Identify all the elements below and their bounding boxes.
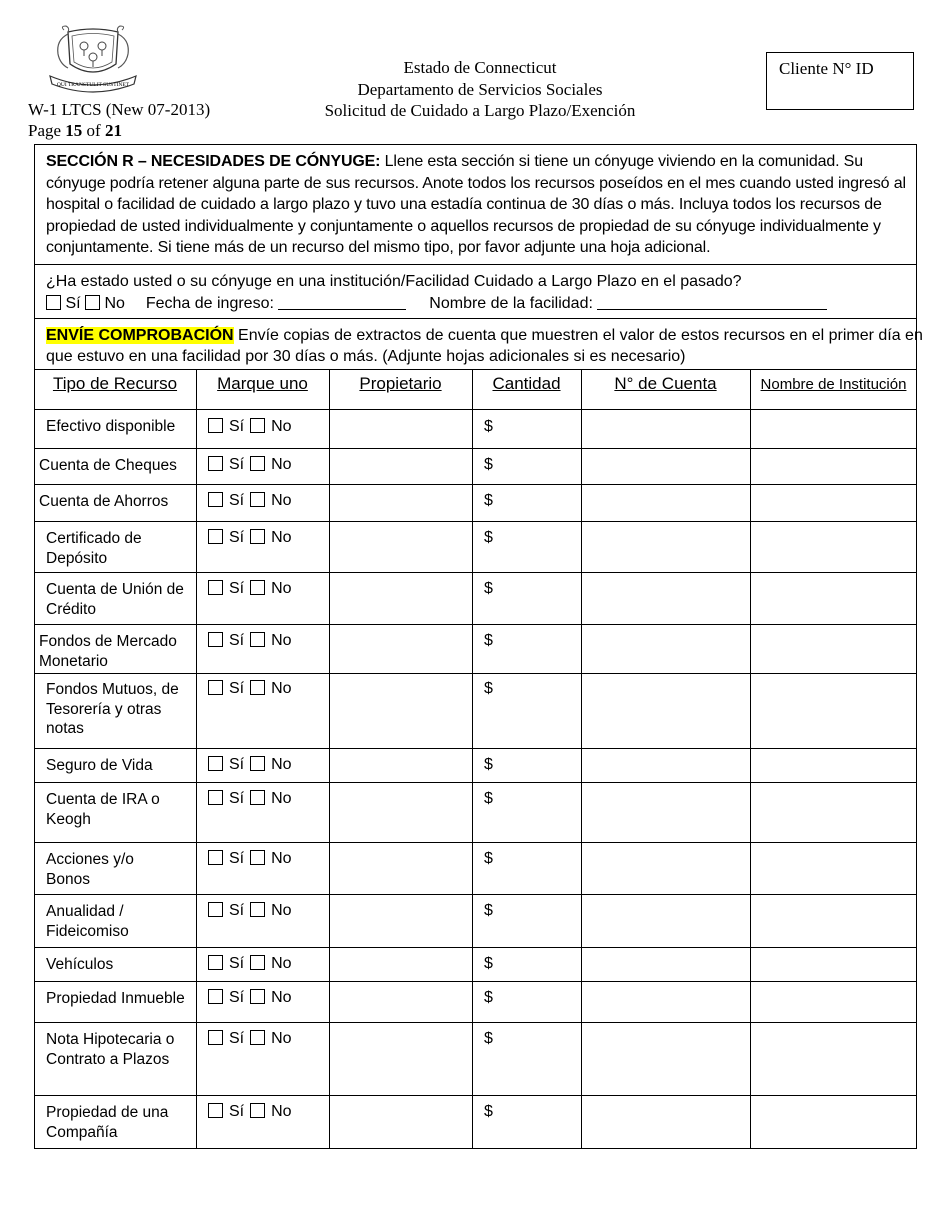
institution-question: ¿Ha estado usted o su cónyuge en una institución/Facilidad Cuidado a Largo Plazo en el pasado? [46, 273, 742, 290]
divider [34, 264, 917, 265]
no-checkbox[interactable] [250, 492, 265, 507]
form-title: Solicitud de Cuidado a Largo Plazo/Exención [324, 101, 636, 120]
column-header-amount: Cantidad [492, 374, 561, 393]
resource-type-label: Cuenta de IRA o Keogh [46, 791, 160, 828]
form-code: W-1 LTCS (New 07-2013) [28, 100, 211, 119]
section-r-heading: SECCIÓN R – NECESIDADES DE CÓNYUGE: [46, 153, 381, 170]
resource-type-label: Fondos Mutuos, de Tesorería y otras notas [46, 681, 179, 737]
yes-checkbox[interactable] [208, 1103, 223, 1118]
divider [34, 318, 917, 319]
no-checkbox[interactable] [250, 418, 265, 433]
divider [34, 1022, 917, 1023]
yes-checkbox[interactable] [208, 756, 223, 771]
institution-answer-row: Sí No Fecha de ingreso: Nombre de la facilidad: [46, 293, 827, 315]
yes-checkbox[interactable] [208, 492, 223, 507]
yes-no-choice: Sí No [208, 902, 292, 920]
svg-text:QUI TRANSTULIT SUSTINET: QUI TRANSTULIT SUSTINET [56, 82, 130, 88]
yes-no-choice: Sí No [208, 790, 292, 808]
yes-checkbox[interactable] [208, 632, 223, 647]
no-checkbox[interactable] [250, 680, 265, 695]
yes-checkbox[interactable] [208, 902, 223, 917]
no-checkbox[interactable] [250, 902, 265, 917]
no-checkbox[interactable] [250, 632, 265, 647]
amount-dollar-sign: $ [484, 632, 493, 649]
institution-no-checkbox[interactable] [85, 295, 100, 310]
yes-no-choice: Sí No [208, 989, 292, 1007]
no-checkbox[interactable] [250, 955, 265, 970]
yes-no-choice: Sí No [208, 632, 292, 650]
client-id-label: Cliente N° ID [779, 59, 874, 78]
yes-no-choice: Sí No [208, 456, 292, 474]
resource-type-label: Propiedad Inmueble [46, 990, 185, 1007]
resource-type-label: Propiedad de una Compañía [46, 1104, 169, 1141]
divider [34, 748, 917, 749]
column-divider [750, 369, 751, 1149]
amount-dollar-sign: $ [484, 418, 493, 435]
yes-checkbox[interactable] [208, 680, 223, 695]
column-divider [196, 369, 197, 1149]
amount-dollar-sign: $ [484, 1030, 493, 1047]
resource-type-label: Fondos de Mercado Monetario [39, 633, 177, 670]
no-checkbox[interactable] [250, 850, 265, 865]
divider [34, 842, 917, 843]
amount-dollar-sign: $ [484, 989, 493, 1006]
connecticut-seal-logo [44, 24, 142, 94]
yes-checkbox[interactable] [208, 989, 223, 1004]
page-number: Page 15 of 21 [28, 121, 122, 140]
resource-type-label: Cuenta de Unión de Crédito [46, 581, 184, 618]
form-header [300, 57, 660, 122]
divider [34, 572, 917, 573]
no-checkbox[interactable] [250, 790, 265, 805]
resource-type-label: Cuenta de Ahorros [39, 493, 169, 510]
column-divider [581, 369, 582, 1149]
no-checkbox[interactable] [250, 1030, 265, 1045]
amount-dollar-sign: $ [484, 850, 493, 867]
no-checkbox[interactable] [250, 456, 265, 471]
resource-type-label: Certificado de Depósito [46, 530, 142, 567]
facility-name-input[interactable] [597, 309, 827, 310]
yes-no-choice: Sí No [208, 680, 292, 698]
admission-date-label: Fecha de ingreso: [145, 295, 274, 312]
proof-line-2: que estuvo en una facilidad por 30 días o más. (Adjunte hojas adicionales si es necesario) [46, 348, 686, 365]
amount-dollar-sign: $ [484, 790, 493, 807]
resource-type-label: Cuenta de Cheques [39, 457, 177, 474]
amount-dollar-sign: $ [484, 680, 493, 697]
amount-dollar-sign: $ [484, 492, 493, 509]
amount-dollar-sign: $ [484, 902, 493, 919]
divider [34, 484, 917, 485]
divider [34, 409, 917, 410]
resource-type-label: Efectivo disponible [46, 418, 176, 435]
column-header-institution: Nombre de Institución [760, 376, 907, 393]
no-checkbox[interactable] [250, 529, 265, 544]
divider [34, 1095, 917, 1096]
amount-dollar-sign: $ [484, 1103, 493, 1120]
yes-checkbox[interactable] [208, 418, 223, 433]
column-header-check: Marque uno [217, 374, 308, 393]
institution-yes-checkbox[interactable] [46, 295, 61, 310]
no-checkbox[interactable] [250, 580, 265, 595]
section-r-instructions [46, 151, 914, 259]
yes-checkbox[interactable] [208, 580, 223, 595]
client-id-field[interactable] [766, 52, 914, 110]
yes-no-choice: Sí No [208, 580, 292, 598]
yes-checkbox[interactable] [208, 1030, 223, 1045]
divider [34, 369, 917, 370]
resource-type-label: Vehículos [46, 956, 114, 973]
proof-highlight: ENVÍE COMPROBACIÓN [46, 327, 234, 344]
department-name: Departamento de Servicios Sociales [357, 79, 603, 99]
amount-dollar-sign: $ [484, 955, 493, 972]
yes-no-choice: Sí No [208, 955, 292, 973]
divider [34, 521, 917, 522]
column-header-account-number: N° de Cuenta [614, 374, 717, 393]
resource-type-label: Nota Hipotecaria o Contrato a Plazos [46, 1031, 175, 1068]
yes-no-choice: Sí No [208, 418, 292, 436]
yes-no-choice: Sí No [208, 1103, 292, 1121]
divider [34, 947, 917, 948]
amount-dollar-sign: $ [484, 756, 493, 773]
column-divider [329, 369, 330, 1149]
no-checkbox[interactable] [250, 756, 265, 771]
state-name: Estado de Connecticut [403, 58, 557, 77]
yes-checkbox[interactable] [208, 790, 223, 805]
yes-checkbox[interactable] [208, 529, 223, 544]
resource-type-label: Acciones y/o Bonos [46, 851, 134, 888]
divider [34, 624, 917, 625]
resource-type-label: Anualidad / Fideicomiso [46, 903, 129, 940]
yes-no-choice: Sí No [208, 492, 292, 510]
column-divider [472, 369, 473, 1149]
no-checkbox[interactable] [250, 1103, 265, 1118]
admission-date-input[interactable] [278, 309, 406, 310]
no-checkbox[interactable] [250, 989, 265, 1004]
proof-line-1: ENVÍE COMPROBACIÓN Envíe copias de extractos de cuenta que muestren el valor de estos recursos en el primer día en [46, 327, 923, 344]
divider [34, 448, 917, 449]
yes-no-choice: Sí No [208, 850, 292, 868]
divider [34, 981, 917, 982]
resource-type-label: Seguro de Vida [46, 757, 153, 774]
divider [34, 894, 917, 895]
yes-no-choice: Sí No [208, 756, 292, 774]
yes-checkbox[interactable] [208, 850, 223, 865]
yes-checkbox[interactable] [208, 456, 223, 471]
divider [34, 782, 917, 783]
column-header-owner: Propietario [359, 374, 442, 393]
yes-no-choice: Sí No [208, 1030, 292, 1048]
amount-dollar-sign: $ [484, 580, 493, 597]
section-r-body: Llene esta sección si tiene un cónyuge viviendo en la comunidad. Su cónyuge podría retener alguna parte de sus recursos. Anote todos los recursos poseídos en el mes cuando usted ingresó al hospital o facilidad de cuidado a largo plazo y tuvo una estadía continua de 30 días o más. Incluya todos los recursos de propiedad de usted individualmente y conjuntamente o aquellos recursos de propiedad de su cónyuge individualmente y conjuntamente. Si tiene más de un recurso del mismo tipo, por favor adjunte una hoja adicional. [46, 153, 906, 256]
amount-dollar-sign: $ [484, 456, 493, 473]
column-header-type: Tipo de Recurso [52, 374, 178, 393]
divider [34, 673, 917, 674]
facility-name-label: Nombre de la facilidad: [429, 295, 593, 312]
amount-dollar-sign: $ [484, 529, 493, 546]
yes-checkbox[interactable] [208, 955, 223, 970]
yes-no-choice: Sí No [208, 529, 292, 547]
